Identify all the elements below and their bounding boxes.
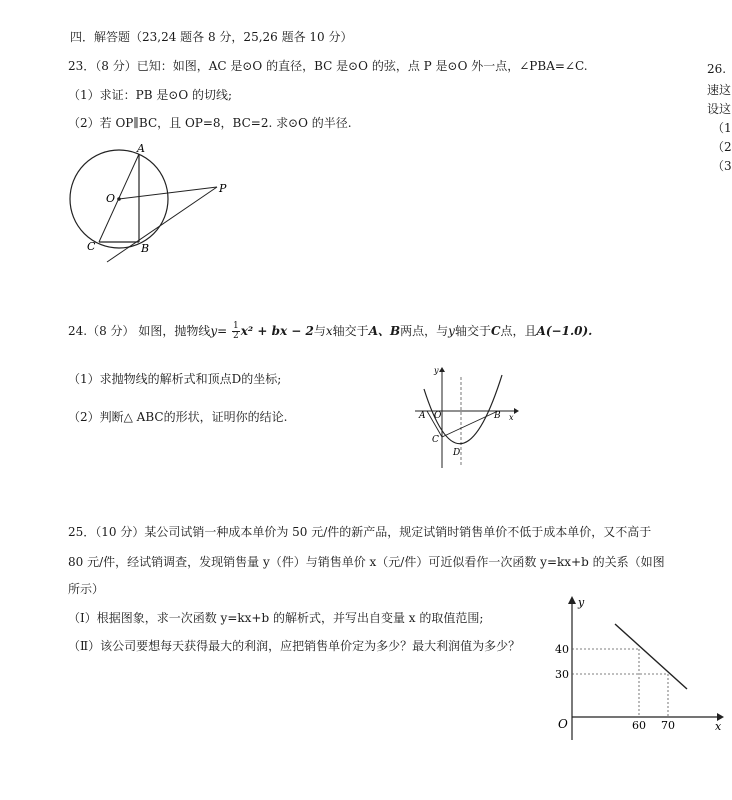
q25-line1: 25．（10 分）某公司试销一种成本单价为 50 元/件的新产品，规定试销时销售单价不低于成本单价，又不高于: [68, 525, 652, 539]
x-axis-arrow: [514, 408, 519, 414]
q25-line2: 80 元/件，经试销调查，发现销售量 y（件）与销售单价 x（元/件）可近似看作一次函数 y=kx+b 的关系（如图: [68, 555, 665, 569]
q26-fragment-line: 速这: [707, 83, 732, 97]
label-origin: O: [558, 717, 568, 731]
label-b: B: [494, 411, 501, 421]
tick-label-70: 70: [661, 719, 675, 732]
label-c: C: [432, 435, 439, 445]
q23-stem: 23．（8 分）已知：如图，AC 是⊙O 的直径，BC 是⊙O 的弦，点 P 是⊙O 外一点，∠PBA=∠C.: [68, 59, 588, 73]
q26-fragment-line: （3: [712, 159, 732, 173]
q26-fragment-line: （1: [712, 121, 732, 135]
label-c: C: [87, 240, 96, 253]
q25-part2: （Ⅱ）该公司要想每天获得最大的利润，应把销售单价定为多少？最大利润值为多少？: [68, 639, 521, 653]
q26-fragment-line: 26.: [707, 62, 727, 76]
q24-stem: 24.（8 分） 如图，抛物线y= $\frac{1}{2}$ x² + bx − 2与x轴交于A、B两点，与y轴交于C点，且A(−1.0).: [68, 321, 593, 341]
q26-fragment-line: 设这: [707, 102, 732, 116]
label-o: O: [434, 411, 442, 421]
label-o: O: [106, 192, 116, 205]
label-p: P: [219, 182, 227, 195]
label-a: A: [137, 142, 145, 155]
tick-label-60: 60: [632, 719, 646, 732]
label-x: x: [715, 720, 722, 733]
segment-cb: [442, 411, 498, 437]
section-heading: 四．解答题（23,24 题各 8 分，25,26 题各 10 分）: [70, 30, 353, 44]
q23-part2: （2）若 OP∥BC，且 OP=8，BC=2. 求⊙O 的半径.: [68, 116, 352, 130]
parabola-curve: [424, 375, 502, 444]
label-y: y: [578, 596, 585, 609]
sales-line: [615, 624, 687, 689]
label-d: D: [453, 448, 461, 458]
point-o: [117, 197, 121, 201]
q24-part1: （1）求抛物线的解析式和顶点D的坐标;: [68, 372, 282, 386]
tick-label-30: 30: [555, 668, 569, 681]
y-axis-arrow: [568, 596, 576, 604]
q25-line3: 所示）: [68, 582, 105, 596]
q24-parabola-figure: [410, 365, 520, 470]
label-y: y: [434, 366, 439, 375]
q25-line-graph-figure: [547, 590, 727, 760]
q26-fragment-line: （2: [712, 140, 732, 154]
label-b: B: [141, 242, 150, 255]
tick-label-40: 40: [555, 643, 569, 656]
q24-part2: （2）判断△ ABC的形状，证明你的结论.: [68, 410, 288, 424]
label-x: x: [509, 413, 514, 422]
label-a: A: [419, 411, 426, 421]
q23-part1: （1）求证：PB 是⊙O 的切线;: [68, 88, 233, 102]
y-axis-arrow: [439, 367, 445, 372]
q23-circle-figure: [62, 142, 232, 262]
q25-part1: （I）根据图象，求一次函数 y=kx+b 的解析式，并写出自变量 x 的取值范围;: [68, 611, 484, 625]
